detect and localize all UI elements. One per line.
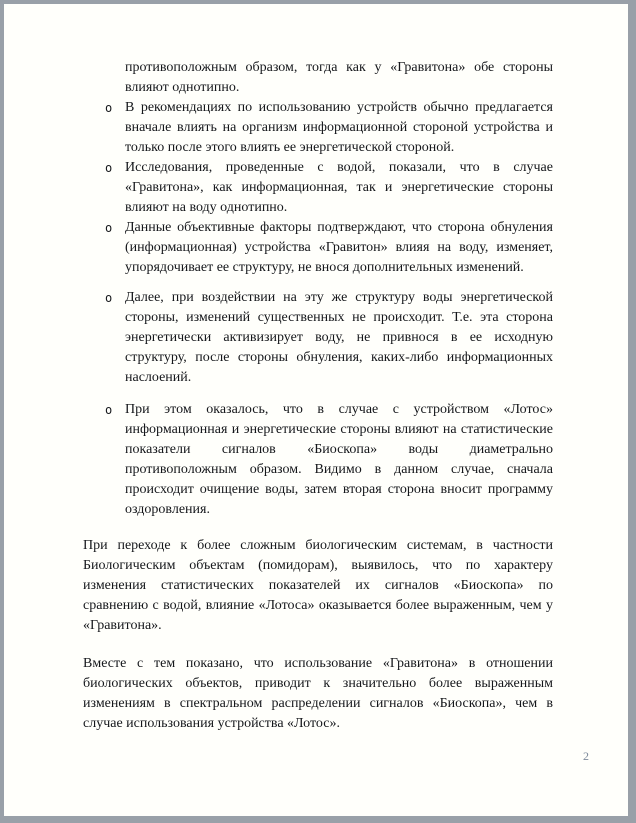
- paragraph: При переходе к более сложным биологическим системам, в частности Биологическим объектам (помидорам), выявилось, что по характеру изменения статистических показателей их сигналов «Биоскопа» по сравнению с водой, влияние «Лотоса» оказывается более выраженным, чем у «Гравитона».: [83, 538, 553, 633]
- bullet-item: [83, 158, 553, 218]
- bullet-item: [83, 288, 553, 388]
- bullet-text: В рекомендациях по использованию устройств обычно предлагается вначале влиять на организм информационной стороной устройства и только после этого влиять ее энергетической стороной.: [125, 100, 553, 155]
- bullet-item: [83, 98, 553, 158]
- bullet-text: Далее, при воздействии на эту же структуру воды энергетической стороны, изменений существенных не происходит. Т.е. эта сторона энергетически активизирует воду, не привнося в ее исходную структуру, после стороны обнуления, каких-либо информационных наслоений.: [125, 290, 553, 385]
- bullet-marker: o: [105, 161, 113, 175]
- bullet-item: [83, 218, 553, 278]
- bullet-item: [83, 400, 553, 520]
- bullet-marker: o: [105, 221, 113, 235]
- document-body: [83, 58, 553, 734]
- page-number: 2: [583, 749, 589, 763]
- bullet-text: Исследования, проведенные с водой, показали, что в случае «Гравитона», как информационная, так и энергетические стороны влияют на воду однотипно.: [125, 160, 553, 215]
- paragraph: Вместе с тем показано, что использование «Гравитона» в отношении биологических объектов, приводит к значительно более выраженным изменениям в спектральном распределении сигналов «Биоскопа», чем в случае использования устройства «Лотос».: [83, 656, 553, 731]
- bullet-text: Данные объективные факторы подтверждают, что сторона обнуления (информационная) устройства «Гравитон» влияя на воду, изменяет, упорядочивает ее структуру, не внося дополнительных изменений.: [125, 220, 553, 275]
- document-page: [4, 4, 628, 816]
- bullet-marker: o: [105, 403, 113, 417]
- bullet-text: При этом оказалось, что в случае с устройством «Лотос» информационная и энергетические стороны влияют на статистические показатели сигналов «Биоскопа» воды диаметрально противоположным образом. Видимо в данном случае, сначала происходит очищение воды, затем вторая сторона вносит программу оздоровления.: [125, 402, 553, 517]
- bullet-marker: o: [105, 291, 113, 305]
- bullet-continuation-text: противоположным образом, тогда как у «Гравитона» обе стороны влияют однотипно.: [125, 60, 553, 95]
- bullet-marker: o: [105, 101, 113, 115]
